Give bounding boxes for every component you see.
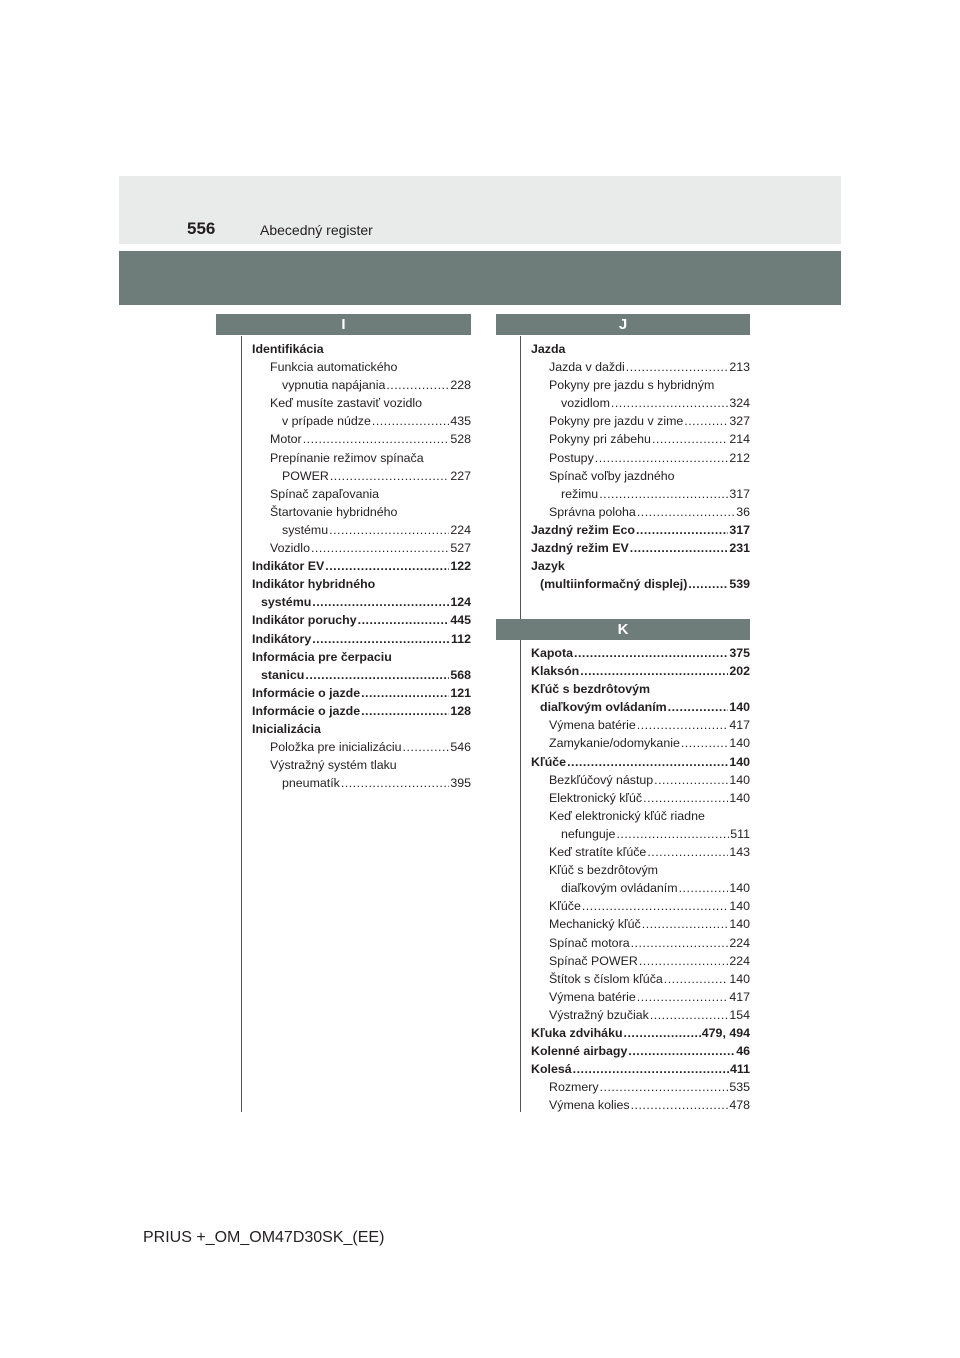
index-entry-text: Kľúče — [549, 899, 581, 914]
index-entry-text: Klaksón — [531, 664, 580, 679]
index-entry — [252, 467, 471, 485]
dot-leader — [616, 825, 729, 843]
index-entry-page: 568 — [450, 667, 471, 682]
section-header-i: I — [216, 314, 471, 335]
index-entry-page: 317 — [729, 486, 750, 501]
index-entry-text: Kľúč s bezdrôtovým — [531, 682, 651, 697]
index-entry — [531, 1006, 750, 1024]
dot-leader — [580, 662, 728, 680]
index-entry — [531, 467, 750, 485]
index-entry-text: Jazda v daždi — [549, 360, 625, 375]
index-entry — [252, 485, 471, 503]
index-entry — [531, 915, 750, 933]
index-entry-text: Kľúč s bezdrôtovým — [549, 863, 658, 878]
index-entry — [252, 521, 471, 539]
index-entry-text: Informácia pre čerpaciu — [252, 649, 392, 664]
index-entry — [252, 557, 471, 575]
index-entry-page: 112 — [451, 631, 471, 646]
dot-leader — [599, 485, 728, 503]
index-entry — [531, 1060, 750, 1078]
dot-leader — [341, 774, 449, 792]
index-entry-page: 231 — [729, 541, 750, 556]
dot-leader — [372, 412, 449, 430]
index-entry-text: v prípade núdze — [282, 414, 371, 429]
index-entry-page: 140 — [729, 754, 750, 769]
index-entry — [252, 720, 471, 738]
index-entry-page: 154 — [729, 1007, 750, 1022]
dot-leader — [654, 771, 728, 789]
index-entry-text: Štartovanie hybridného — [270, 504, 398, 519]
index-entry-text: Pokyny pri zábehu — [549, 432, 651, 447]
index-entry-text: vypnutia napájania — [282, 378, 386, 393]
index-entry — [252, 412, 471, 430]
dot-leader — [611, 394, 728, 412]
index-entry — [531, 1078, 750, 1096]
index-entry-text: Postupy — [549, 450, 594, 465]
dot-leader — [574, 644, 728, 662]
index-entry-page: 213 — [729, 360, 750, 375]
dot-leader — [637, 503, 735, 521]
dot-leader — [361, 684, 449, 702]
index-entry — [531, 662, 750, 680]
index-entry — [531, 358, 750, 376]
dot-leader — [637, 988, 729, 1006]
dot-leader — [688, 575, 728, 593]
index-entry-text: Indikátor poruchy — [252, 613, 357, 628]
index-entry — [252, 593, 471, 611]
index-entry-page: 435 — [450, 414, 471, 429]
index-entry — [531, 970, 750, 988]
index-entry-page: 224 — [729, 935, 750, 950]
index-entry-text: Informácie o jazde — [252, 685, 361, 700]
index-entry — [252, 774, 471, 792]
index-entry-text: pneumatík — [282, 776, 340, 791]
index-entry-text: Výmena batérie — [549, 989, 636, 1004]
index-entry-page: 417 — [729, 718, 750, 733]
index-entry — [531, 789, 750, 807]
dot-leader — [573, 1060, 729, 1078]
index-entry-page: 122 — [450, 559, 471, 574]
index-entry-page: 140 — [729, 971, 750, 986]
index-entry — [531, 988, 750, 1006]
index-entry-text: Rozmery — [549, 1080, 599, 1095]
dot-leader — [636, 521, 728, 539]
dot-leader — [631, 1096, 729, 1114]
dot-leader — [358, 611, 450, 629]
index-entry-text: Kolesá — [531, 1062, 572, 1077]
index-entry-text: Výstražný bzučiak — [549, 1007, 649, 1022]
index-entry-page: 140 — [729, 917, 750, 932]
dot-leader — [643, 789, 728, 807]
index-entry — [252, 738, 471, 756]
index-entry-page: 140 — [729, 899, 750, 914]
dot-leader — [595, 449, 729, 467]
index-entry — [252, 666, 471, 684]
index-entry-text: Spínač voľby jazdného — [549, 468, 675, 483]
index-entry-page: 527 — [450, 541, 471, 556]
index-entry — [531, 753, 750, 771]
index-entry-text: Položka pre inicializáciu — [270, 740, 402, 755]
index-entry — [531, 897, 750, 915]
index-entry — [531, 843, 750, 861]
section-header-j: J — [496, 314, 750, 335]
index-entry — [531, 575, 750, 593]
dot-leader — [637, 716, 729, 734]
index-entry — [531, 807, 750, 825]
dot-leader — [626, 358, 729, 376]
index-entry-page: 511 — [730, 826, 750, 841]
index-entry-page: 214 — [729, 432, 750, 447]
index-entry-page: 140 — [729, 772, 750, 787]
index-entry — [531, 1042, 750, 1060]
index-entry — [531, 825, 750, 843]
dot-leader — [403, 738, 450, 756]
index-entry-page: 528 — [450, 432, 471, 447]
dot-leader — [628, 1042, 735, 1060]
index-entry-text: systému — [282, 522, 329, 537]
dot-leader — [361, 702, 449, 720]
index-entry — [252, 648, 471, 666]
index-entry-text: nefunguje — [561, 826, 616, 841]
index-entry-page: 224 — [450, 522, 471, 537]
index-entry-text: Indikátory — [252, 631, 312, 646]
index-entry-page: 228 — [450, 378, 471, 393]
index-entry — [252, 684, 471, 702]
index-entry-text: stanicu — [261, 667, 305, 682]
index-entry-page: 479, 494 — [701, 1025, 750, 1040]
index-entry-text: Zamykanie/odomykanie — [549, 736, 680, 751]
index-entry-text: Pokyny pre jazdu v zime — [549, 414, 684, 429]
index-entry-page: 227 — [450, 468, 471, 483]
index-entry-text: Vozidlo — [270, 541, 310, 556]
index-entry-text: Výmena kolies — [549, 1098, 630, 1113]
index-entry — [531, 879, 750, 897]
index-entry — [531, 734, 750, 752]
index-entry-text: Jazda — [531, 342, 566, 356]
index-entry-page: 128 — [450, 703, 471, 718]
index-entry — [252, 376, 471, 394]
index-entry — [252, 575, 471, 593]
index-entry-text: Spínač motora — [549, 935, 630, 950]
dot-leader — [330, 467, 450, 485]
index-column-i — [252, 340, 471, 792]
index-entry — [531, 557, 750, 575]
index-column-k — [531, 644, 750, 1114]
index-entry — [252, 702, 471, 720]
dot-leader — [329, 521, 449, 539]
index-entry-text: Výstražný systém tlaku — [270, 758, 397, 773]
index-entry-text: Motor — [270, 432, 302, 447]
index-entry-page: 202 — [729, 664, 750, 679]
index-entry — [531, 521, 750, 539]
dot-leader — [325, 557, 449, 575]
index-entry — [531, 340, 750, 358]
index-entry-page: 327 — [729, 414, 750, 429]
dot-leader — [681, 734, 728, 752]
index-entry-page: 143 — [729, 845, 750, 860]
index-entry — [252, 430, 471, 448]
dot-leader — [303, 430, 450, 448]
index-entry — [252, 358, 471, 376]
dot-leader — [652, 430, 728, 448]
index-entry-text: Kľuka zdviháku — [531, 1025, 623, 1040]
index-entry-text: Jazdný režim Eco — [531, 522, 635, 537]
index-entry-text: Prepínanie režimov spínača — [270, 450, 424, 465]
dot-leader — [664, 970, 729, 988]
index-entry-page: 36 — [736, 504, 750, 519]
footer-document-code: PRIUS +_OM_OM47D30SK_(EE) — [143, 1229, 385, 1246]
index-entry-text: režimu — [561, 486, 599, 501]
index-entry-text: Bezkľúčový nástup — [549, 772, 654, 787]
index-entry-text: Keď elektronický kľúč riadne — [549, 808, 705, 823]
dot-leader — [386, 376, 449, 394]
dot-leader — [311, 539, 449, 557]
index-entry-page: 411 — [730, 1062, 750, 1077]
index-entry-text: diaľkovým ovládaním — [540, 700, 667, 715]
index-entry-text: Kľúče — [531, 754, 567, 769]
index-entry-page: 140 — [729, 700, 750, 715]
index-entry — [531, 644, 750, 662]
index-entry-text: Informácie o jazde — [252, 703, 361, 718]
index-entry-page: 46 — [736, 1044, 750, 1059]
dot-leader — [684, 412, 728, 430]
index-entry-text: Elektronický kľúč — [549, 790, 643, 805]
column-rule-right — [520, 336, 521, 1112]
index-entry-text: Výmena batérie — [549, 718, 636, 733]
index-entry — [531, 861, 750, 879]
index-entry — [531, 952, 750, 970]
index-entry — [531, 503, 750, 521]
index-entry — [531, 449, 750, 467]
index-entry-page: 140 — [729, 881, 750, 896]
index-entry — [252, 539, 471, 557]
index-entry-text: Správna poloha — [549, 504, 636, 519]
index-entry-text: Inicializácia — [252, 721, 321, 736]
index-entry-page: 395 — [450, 776, 471, 791]
index-entry — [252, 611, 471, 629]
index-entry — [531, 412, 750, 430]
index-entry-text: (multiinformačný displej) — [540, 577, 688, 592]
index-entry-page: 140 — [729, 790, 750, 805]
index-entry — [252, 340, 471, 358]
index-entry-text: POWER — [282, 468, 329, 483]
index-entry-text: Štítok s číslom kľúča — [549, 971, 663, 986]
dot-leader — [639, 952, 728, 970]
dot-leader — [312, 630, 450, 648]
index-entry-page: 535 — [729, 1080, 750, 1095]
dot-leader — [650, 1006, 728, 1024]
index-entry-text: Pokyny pre jazdu s hybridným — [549, 378, 715, 393]
index-entry — [531, 1096, 750, 1114]
dot-leader — [647, 843, 728, 861]
index-entry-text: diaľkovým ovládaním — [561, 881, 678, 896]
index-entry-text: Indikátor hybridného — [252, 577, 376, 592]
section-header-k: K — [496, 619, 750, 640]
dot-leader — [582, 897, 728, 915]
index-entry — [252, 630, 471, 648]
index-column-j — [531, 340, 750, 593]
index-entry-page: 140 — [729, 736, 750, 751]
index-entry — [531, 771, 750, 789]
index-entry-page: 375 — [729, 646, 750, 660]
column-rule-left — [241, 336, 242, 1112]
index-entry — [252, 503, 471, 521]
dot-leader — [600, 1078, 729, 1096]
index-entry-page: 124 — [450, 595, 471, 610]
index-entry — [252, 756, 471, 774]
index-entry-text: Keď musíte zastaviť vozidlo — [270, 396, 423, 411]
index-entry-text: vozidlom — [561, 396, 610, 411]
index-entry-page: 224 — [729, 953, 750, 968]
index-entry-page: 478 — [729, 1098, 750, 1113]
dot-leader — [630, 539, 729, 557]
index-entry-text: Identifikácia — [252, 342, 324, 356]
index-entry — [531, 716, 750, 734]
header-dark-band — [119, 251, 841, 305]
index-entry-text: Indikátor EV — [252, 559, 325, 574]
header-top-band — [119, 176, 841, 244]
index-entry-text: Spínač zapaľovania — [270, 486, 380, 501]
index-entry — [252, 394, 471, 412]
index-entry — [252, 449, 471, 467]
index-entry — [531, 394, 750, 412]
index-entry-text: Kapota — [531, 646, 573, 660]
page-title: Abecedný register — [260, 222, 373, 238]
index-entry-page: 539 — [729, 577, 750, 592]
index-entry — [531, 539, 750, 557]
index-entry-page: 445 — [450, 613, 471, 628]
index-entry — [531, 376, 750, 394]
index-entry-text: Jazyk — [531, 559, 565, 574]
index-entry-text: Kolenné airbagy — [531, 1044, 628, 1059]
index-entry — [531, 430, 750, 448]
dot-leader — [624, 1024, 701, 1042]
index-entry-text: Funkcia automatického — [270, 360, 398, 375]
dot-leader — [312, 593, 449, 611]
index-entry — [531, 698, 750, 716]
index-entry-text: Jazdný režim EV — [531, 541, 629, 556]
index-entry — [531, 485, 750, 503]
dot-leader — [567, 753, 728, 771]
index-entry — [531, 1024, 750, 1042]
dot-leader — [668, 698, 729, 716]
index-entry — [531, 680, 750, 698]
dot-leader — [305, 666, 449, 684]
index-entry-text: Keď stratíte kľúče — [549, 845, 647, 860]
index-entry — [531, 934, 750, 952]
index-entry-page: 546 — [450, 740, 471, 755]
dot-leader — [642, 915, 729, 933]
index-entry-page: 212 — [729, 450, 750, 465]
index-entry-page: 417 — [729, 989, 750, 1004]
dot-leader — [631, 934, 729, 952]
dot-leader — [679, 879, 729, 897]
index-entry-page: 121 — [450, 685, 471, 700]
index-entry-page: 317 — [729, 522, 750, 537]
page-number: 556 — [187, 219, 216, 238]
index-entry-text: Mechanický kľúč — [549, 917, 641, 932]
index-entry-page: 324 — [729, 396, 750, 411]
index-entry-text: Spínač POWER — [549, 953, 638, 968]
index-entry-text: systému — [261, 595, 312, 610]
